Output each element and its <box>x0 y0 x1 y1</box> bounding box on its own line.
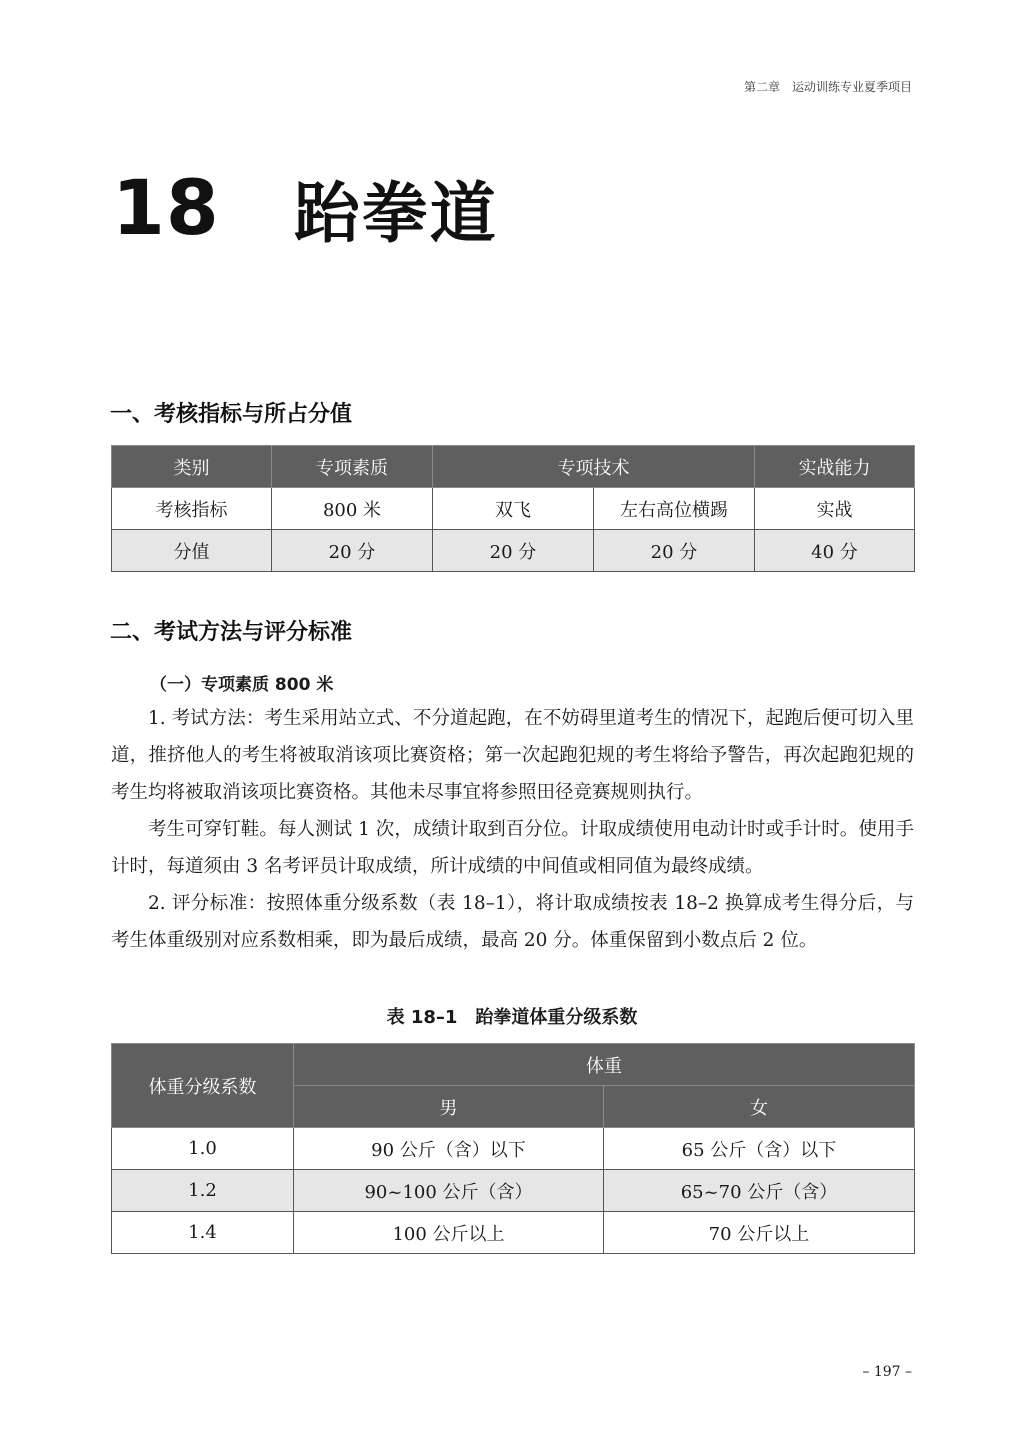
paragraph-scoring: 2. 评分标准：按照体重分级系数（表 18–1），将计取成绩按表 18–2 换算成考生得分后，与考生体重级别对应系数相乘，即为最后成绩，最高 20 分。体重保留到小数点后 2 位。 <box>111 893 914 951</box>
table-cell: 1.2 <box>112 1170 294 1212</box>
table-row <box>112 488 915 530</box>
table-cell: 800 米 <box>272 488 433 530</box>
table-header-female: 女 <box>604 1086 915 1128</box>
section-heading-2: 二、考试方法与评分标准 <box>110 620 353 645</box>
assessment-table <box>111 445 915 572</box>
page-number: – 197 – <box>862 1364 912 1380</box>
weight-coefficient-table <box>111 1043 915 1254</box>
table-cell: 左右高位横踢 <box>594 488 755 530</box>
table-cell: 65~70 公斤（含） <box>604 1170 915 1212</box>
table-header-combat: 实战能力 <box>755 446 915 488</box>
table-cell: 100 公斤以上 <box>294 1212 604 1254</box>
table-cell: 40 分 <box>755 530 915 572</box>
paragraph-method: 1. 考试方法：考生采用站立式、不分道起跑，在不妨碍里道考生的情况下，起跑后便可切入里道，推挤他人的考生将被取消该项比赛资格；第一次起跑犯规的考生将给予警告，再次起跑犯规的考生均将被取消该项比赛资格。其他未尽事宜将参照田径竞赛规则执行。 <box>111 708 914 803</box>
table-cell: 20 分 <box>272 530 433 572</box>
table-cell: 70 公斤以上 <box>604 1212 915 1254</box>
table-header-category: 类别 <box>112 446 272 488</box>
table-cell: 考核指标 <box>112 488 272 530</box>
table-header-male: 男 <box>294 1086 604 1128</box>
table-header-weight: 体重 <box>294 1044 915 1086</box>
running-header: 第二章 运动训练专业夏季项目 <box>743 80 912 94</box>
table-row <box>112 1170 915 1212</box>
sub-heading: （一）专项素质 800 米 <box>150 675 334 695</box>
table-cell: 1.0 <box>112 1128 294 1170</box>
table-header-technique: 专项技术 <box>433 446 755 488</box>
chapter-name: 跆拳道 <box>293 175 498 252</box>
table-cell: 90 公斤（含）以下 <box>294 1128 604 1170</box>
table-header-coefficient: 体重分级系数 <box>112 1044 294 1128</box>
chapter-number: 18 <box>112 163 220 252</box>
table-cell: 65 公斤（含）以下 <box>604 1128 915 1170</box>
table-cell: 1.4 <box>112 1212 294 1254</box>
table-header-quality: 专项素质 <box>272 446 433 488</box>
table-row <box>112 1212 915 1254</box>
section-heading-1: 一、考核指标与所占分值 <box>110 402 353 427</box>
table-cell: 20 分 <box>594 530 755 572</box>
table-caption: 表 18–1 跆拳道体重分级系数 <box>386 1007 638 1028</box>
table-cell: 分值 <box>112 530 272 572</box>
table-row <box>112 530 915 572</box>
table-cell: 90~100 公斤（含） <box>294 1170 604 1212</box>
table-row <box>112 1128 915 1170</box>
table-cell: 双飞 <box>433 488 594 530</box>
paragraph-timing: 考生可穿钉鞋。每人测试 1 次，成绩计取到百分位。计取成绩使用电动计时或手计时。使用手计时，每道须由 3 名考评员计取成绩，所计成绩的中间值或相同值为最终成绩。 <box>111 819 914 877</box>
chapter-title <box>112 160 498 255</box>
table-cell: 20 分 <box>433 530 594 572</box>
table-cell: 实战 <box>755 488 915 530</box>
